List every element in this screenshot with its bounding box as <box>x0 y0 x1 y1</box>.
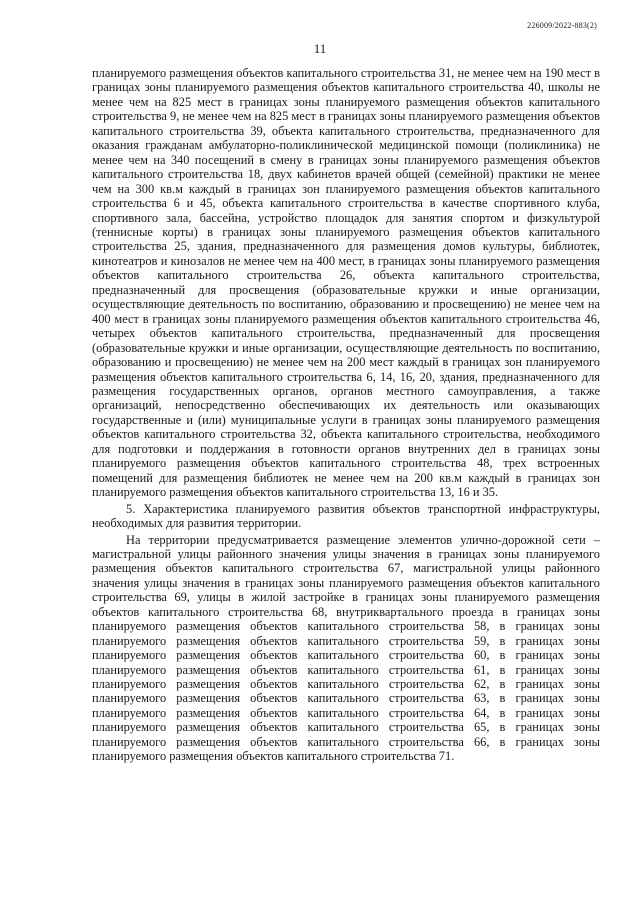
page-number: 11 <box>313 41 327 56</box>
paragraph-road-network: На территории предусматривается размещение элементов улично-дорожной сети – магистральной улицы районного значения улицы значения в границах зоны планируемого размещения объектов капитального строительства 67, магистральной улицы районного значения улицы значения в границах зоны планируемого размещения объектов капитального строительства 69, улицы в жилой застройке в границах зоны планируемого размещения объектов капитального строительства 68, внутриквартального проезда в границах зоны планируемого размещения объектов капитального строительства 58, в границах зоны планируемого размещения объектов капитального строительства 59, в границах зоны планируемого размещения объектов капитального строительства 60, в границах зоны планируемого размещения объектов капитального строительства 61, в границах зоны планируемого размещения объектов капитального строительства 62, в границах зоны планируемого размещения объектов капитального строительства 63, в границах зоны планируемого размещения объектов капитального строительства 64, в границах зоны планируемого размещения объектов капитального строительства 65, в границах зоны планируемого размещения объектов капитального строительства 66, в границах зоны планируемого размещения объектов капитального строительства 71. <box>92 532 600 764</box>
paragraph-social-infrastructure: планируемого размещения объектов капитального строительства 31, не менее чем на 190 мест в границах зоны планируемого размещения объектов капитального строительства 40, школы не менее чем на 825 мест в границах зоны планируемого размещения объектов капитального строительства 9, не менее чем на 825 мест в границах зоны планируемого размещения объектов капитального строительства 39, объекта капитального строительства, предназначенного для оказания гражданам амбулаторно-поликлинической медицинской помощи (поликлиника) не менее чем на 340 посещений в смену в границах зоны планируемого размещения объектов капитального строительства 18, двух кабинетов врачей общей (семейной) практики не менее чем на 300 кв.м каждый в границах зон планируемого размещения объектов капитального строительства 6 и 45, объекта капитального строительства в качестве спортивного клуба, спортивного зала, бассейна, устройство площадок для занятия спортом и физкультурой (теннисные корты) в границах зоны планируемого размещения объектов капитального строительства 25, здания, предназначенного для размещения домов культуры, библиотек, кинотеатров и кинозалов не менее чем на 400 мест, в границах зоны планируемого размещения объектов капитального строительства 26, объекта капитального строительства, предназначенный для просвещения (образовательные кружки и иные организации, осуществляющие деятельность по воспитанию, образованию и просвещению) не менее чем на 400 мест в границах зоны планируемого размещения объектов капитального строительства 46, четырех объектов капитального строительства, предназначенный для просвещения (образовательные кружки и иные организации, осуществляющие деятельность по воспитанию, образованию и просвещению) не менее чем на 200 мест каждый в границах зон планируемого размещения объектов капитального строительства 6, 14, 16, 20, здания, предназначенного для размещения государственных органов, органов местного самоуправления, а также организаций, непосредственно обеспечивающих их деятельность или оказывающих государственные и (или) муниципальные услуги в границах зоны планируемого размещения объектов капитального строительства 32, объекта капитального строительства, необходимого для подготовки и поддержания в готовности органов внутренних дел в границах зоны планируемого размещения объектов капитального строительства 48, трех встроенных помещений для размещения библиотек не менее чем на 200 кв.м каждый в границах зон планируемого размещения объектов капитального строительства 13, 16 и 35. <box>92 66 600 500</box>
section-heading-transport: 5. Характеристика планируемого развития объектов транспортной инфраструктуры, необходимых для развития территории. <box>92 501 600 531</box>
document-body <box>92 66 600 764</box>
document-number: 226009/2022-883(2) <box>527 21 597 30</box>
